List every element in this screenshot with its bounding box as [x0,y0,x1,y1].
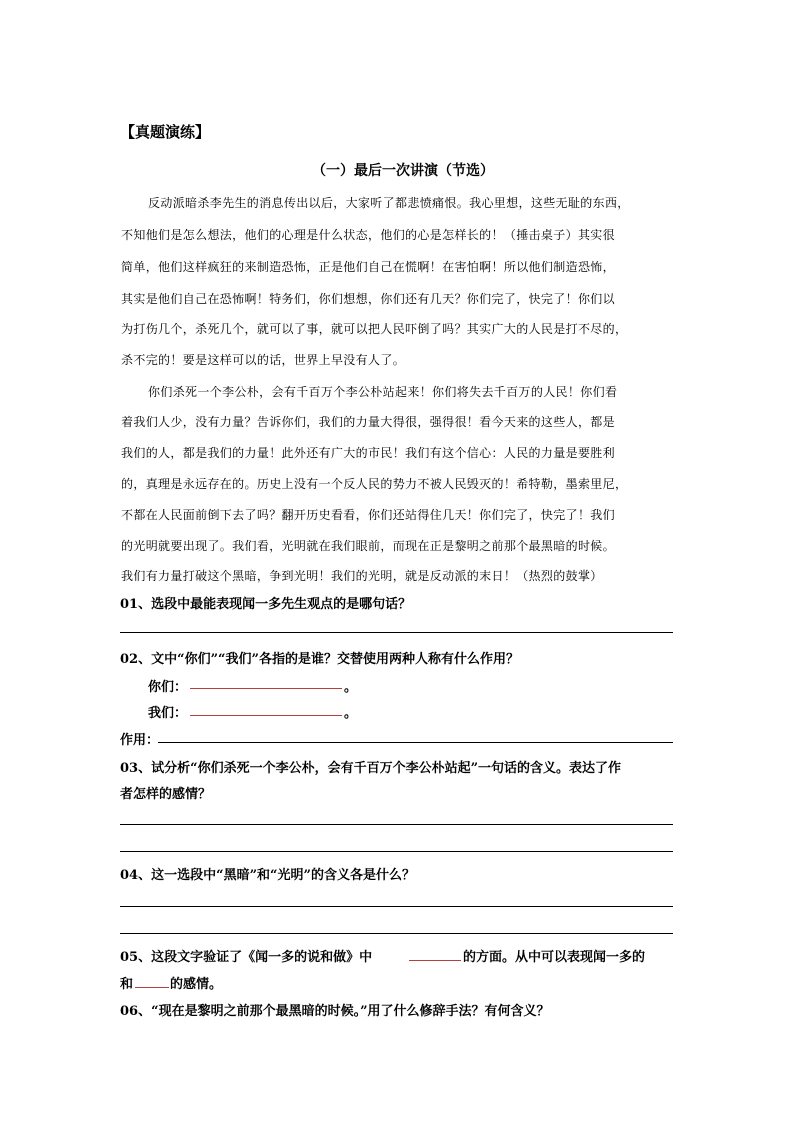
question-3-line-1: 03、试分析“你们杀死一个李公朴，会有千百万个李公朴站起”一句话的含义。表达了作 [120,761,622,776]
passage-line: 不都在人民面前倒下去了吗？翻开历史看看，你们还站得住几天！你们完了，快完了！我们 [121,508,616,522]
passage-line: 的光明就要出现了。我们看，光明就在我们眼前，而现在正是黎明之前那个最黑暗的时候。 [121,539,616,553]
question-6: 06、“现在是黎明之前那个最黑暗的时候。”用了什么修辞手法？有何含义？ [120,1004,550,1019]
answer-line-q4-2[interactable] [120,933,673,934]
passage-line: 不知他们是怎么想法，他们的心理是什么状态，他们的心是怎样长的！（捶击桌子）其实很 [121,228,616,242]
answer-line-q3-2[interactable] [120,851,673,852]
answer-line-q1[interactable] [120,632,673,633]
q2-we-period: 。 [344,706,358,721]
question-2: 02、文中“你们”“我们”各指的是谁？交替使用两种人称有什么作用？ [120,652,520,667]
question-5-part-3: 和 [120,977,134,992]
q2-effect-label: 作用： [120,733,160,748]
passage-line: 反动派暗杀李先生的消息传出以后，大家听了都悲愤痛恨。我心里想，这些无耻的东西， [148,196,630,210]
q2-you-period: 。 [344,680,358,695]
passage-title: （一）最后一次讲演（节选） [312,163,494,179]
question-5-part-2: 的方面。从中可以表现闻一多的 [463,950,646,965]
section-title: 【真题演练】 [120,123,211,141]
passage-line: 着我们人少，没有力量？告诉你们，我们的力量大得很，强得很！看今天来的这些人，都是 [121,415,616,429]
passage-line: 简单，他们这样疯狂的来制造恐怖，正是他们自己在慌啊！在害怕啊！所以他们制造恐怖， [121,260,616,274]
question-5-part-1: 05、这段文字验证了《闻一多的说和做》中 [120,950,373,965]
question-3-line-2: 者怎样的感情？ [120,787,212,802]
passage-line: 杀不完的！要是这样可以的话，世界上早没有人了。 [121,353,406,367]
question-4: 04、这一选段中“黑暗”和“光明”的含义各是什么？ [120,868,416,883]
q2-you-label: 你们： [148,680,188,695]
answer-line-q4-1[interactable] [120,906,673,907]
answer-line-q2-effect[interactable] [158,742,673,743]
answer-blank-q2-you[interactable] [190,688,342,689]
question-1: 01、选段中最能表现闻一多先生观点的是哪句话？ [120,597,412,612]
answer-blank-q5-2[interactable] [135,987,169,988]
passage-line: 其实是他们自己在恐怖啊！特务们，你们想想，你们还有几天？你们完了，快完了！你们以 [121,292,616,306]
passage-line: 我们有力量打破这个黑暗，争到光明！我们的光明，就是反动派的末日！（热烈的鼓掌） [121,569,603,583]
passage-line: 我们的人，都是我们的力量！此外还有广大的市民！我们有这个信心：人民的力量是要胜利 [121,446,616,460]
answer-line-q3-1[interactable] [120,824,673,825]
passage-line: 你们杀死一个李公朴，会有千百万个李公朴站起来！你们将失去千百万的人民！你们看 [148,385,618,399]
answer-blank-q2-we[interactable] [190,715,342,716]
passage-line: 的，真理是永远存在的。历史上没有一个反人民的势力不被人民毁灭的！希特勒，墨索里尼， [121,477,628,491]
question-5-part-4: 的感情。 [170,977,223,992]
q2-we-label: 我们： [148,706,188,721]
passage-line: 为打伤几个，杀死几个，就可以了事，就可以把人民吓倒了吗？其实广大的人民是打不尽的， [121,322,628,336]
answer-blank-q5-1[interactable] [409,960,461,961]
